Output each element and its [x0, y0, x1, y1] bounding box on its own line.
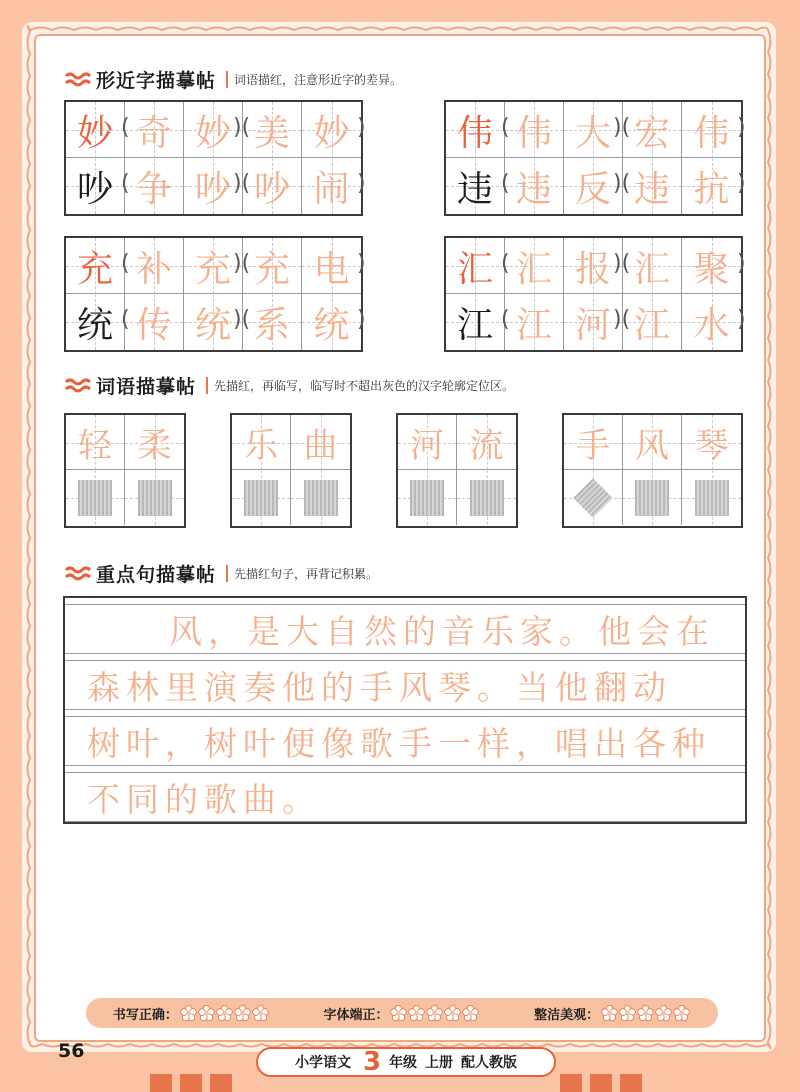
section2-note: 先描红，再临写，临写时不超出灰色的汉字轮廓定位区。 — [206, 377, 514, 394]
section3-title: 重点句描摹帖 — [96, 564, 217, 586]
word-char: 河 — [410, 426, 444, 466]
lead-char: 妙 — [76, 112, 113, 154]
word-char-cell[interactable] — [125, 415, 184, 470]
page-number: 56 — [58, 1040, 85, 1062]
decor-strip — [590, 1074, 612, 1092]
paren-mark: ( — [501, 115, 510, 140]
paren-mark: )( — [233, 307, 251, 332]
trace-char: 报 — [574, 248, 611, 290]
trace-char-cell[interactable] — [243, 102, 302, 158]
trace-char: 奇 — [135, 112, 172, 154]
lead-char: 汇 — [456, 248, 493, 290]
trace-char-cell[interactable] — [682, 158, 741, 214]
rating-label: 书写正确： — [112, 1007, 178, 1023]
section2-title: 词语描摹帖 — [96, 376, 197, 398]
word-char-cell[interactable] — [232, 415, 291, 470]
wave-icon — [64, 376, 92, 396]
trace-char: 系 — [253, 304, 290, 346]
flower-icon[interactable] — [198, 1005, 215, 1022]
trace-char: 水 — [693, 304, 730, 346]
trace-char: 伟 — [693, 112, 730, 154]
paren-mark: ) — [737, 251, 746, 276]
trace-char: 补 — [135, 248, 172, 290]
trace-char: 违 — [515, 168, 552, 210]
lead-char-cell — [66, 294, 125, 350]
rating-flowers — [601, 1005, 691, 1022]
word-tracing-grid — [396, 413, 518, 528]
practice-cell[interactable] — [125, 470, 184, 525]
trace-char: 伟 — [515, 112, 552, 154]
trace-char: 吵 — [194, 168, 231, 210]
practice-row — [232, 470, 350, 525]
flower-icon[interactable] — [444, 1005, 461, 1022]
outline-guide — [78, 480, 112, 516]
char-row — [66, 294, 361, 350]
trace-char: 汇 — [515, 248, 552, 290]
flower-icon[interactable] — [462, 1005, 479, 1022]
paren-mark: )( — [613, 115, 631, 140]
flower-icon[interactable] — [637, 1005, 654, 1022]
outline-guide — [695, 480, 729, 516]
trace-char: 宏 — [633, 112, 670, 154]
practice-cell[interactable] — [623, 470, 682, 525]
decor-strip — [210, 1074, 232, 1092]
trace-char: 妙 — [194, 112, 231, 154]
section2-header — [64, 372, 514, 399]
lead-char-cell — [66, 158, 125, 214]
trace-char-cell[interactable] — [302, 238, 361, 294]
grade-word: 年级 — [389, 1055, 418, 1071]
char-row — [446, 238, 741, 294]
char-row — [66, 102, 361, 158]
rating-label: 整洁美观： — [534, 1007, 600, 1023]
flower-icon[interactable] — [180, 1005, 197, 1022]
section3-header — [64, 560, 378, 587]
trace-char-cell[interactable] — [243, 294, 302, 350]
lead-char-cell — [446, 102, 505, 158]
outline-guide — [244, 480, 278, 516]
practice-cell[interactable] — [398, 470, 457, 525]
word-char: 手 — [576, 426, 610, 466]
flower-icon[interactable] — [216, 1005, 233, 1022]
paren-mark: ) — [737, 171, 746, 196]
trace-char-cell[interactable] — [623, 158, 682, 214]
outline-guide — [573, 478, 613, 518]
word-char: 乐 — [244, 426, 278, 466]
word-char-cell[interactable] — [66, 415, 125, 470]
trace-char-cell[interactable] — [243, 158, 302, 214]
term-label: 上册 — [425, 1055, 454, 1071]
word-char-cell[interactable] — [457, 415, 516, 470]
trace-char: 违 — [633, 168, 670, 210]
word-tracing-grid — [64, 413, 186, 528]
word-char: 琴 — [694, 426, 729, 466]
grade-number: 3 — [362, 1047, 382, 1077]
wave-icon — [64, 70, 92, 90]
trace-char: 争 — [135, 168, 172, 210]
trace-char: 充 — [253, 248, 290, 290]
paren-mark: ( — [501, 307, 510, 332]
rating-item — [113, 1004, 270, 1023]
outline-guide — [304, 480, 338, 516]
paren-mark: ) — [737, 115, 746, 140]
word-char-cell[interactable] — [564, 415, 623, 470]
paren-mark: )( — [233, 251, 251, 276]
practice-cell[interactable] — [457, 470, 516, 525]
lead-char-cell — [446, 158, 505, 214]
decor-strip — [180, 1074, 202, 1092]
paren-mark: ( — [501, 251, 510, 276]
trace-char-cell[interactable] — [125, 158, 184, 214]
lead-char-cell — [66, 102, 125, 158]
trace-row — [66, 415, 184, 470]
word-char: 风 — [635, 426, 669, 466]
trace-char: 江 — [515, 304, 552, 346]
similar-char-box — [64, 100, 366, 216]
sentence-line: 不同的歌曲。 — [65, 772, 745, 822]
decor-strip — [560, 1074, 582, 1092]
outline-guide — [138, 480, 172, 516]
trace-char: 抗 — [693, 168, 730, 210]
practice-cell[interactable] — [66, 470, 125, 525]
word-tracing-grid — [562, 413, 743, 528]
practice-cell[interactable] — [682, 470, 741, 525]
section1-note: 词语描红，注意形近字的差异。 — [226, 71, 402, 88]
edition-label: 配人教版 — [461, 1055, 518, 1071]
rating-bar — [86, 998, 718, 1028]
word-char: 流 — [469, 426, 504, 466]
flower-icon[interactable] — [601, 1005, 618, 1022]
trace-char-cell[interactable] — [682, 102, 741, 158]
trace-char-cell[interactable] — [505, 238, 564, 294]
paren-mark: ) — [357, 115, 366, 140]
paren-mark: )( — [613, 251, 631, 276]
trace-row — [232, 415, 350, 470]
rating-label: 字体端正： — [323, 1007, 389, 1023]
char-row — [446, 102, 741, 158]
flower-icon[interactable] — [673, 1005, 690, 1022]
paren-mark: ) — [357, 251, 366, 276]
rating-flowers — [390, 1005, 480, 1022]
word-tracing-grid — [230, 413, 352, 528]
paren-mark: ) — [357, 171, 366, 196]
trace-char: 汇 — [633, 248, 670, 290]
practice-cell[interactable] — [291, 470, 350, 525]
outline-guide — [470, 480, 504, 516]
trace-char: 河 — [574, 304, 611, 346]
wave-icon — [64, 564, 92, 584]
flower-icon[interactable] — [619, 1005, 636, 1022]
trace-char: 电 — [313, 248, 350, 290]
trace-char: 美 — [253, 112, 290, 154]
trace-char: 吵 — [253, 168, 290, 210]
word-char: 轻 — [78, 426, 112, 466]
flower-icon[interactable] — [252, 1005, 269, 1022]
char-row — [446, 294, 741, 350]
trace-char-cell[interactable] — [505, 294, 564, 350]
practice-row — [398, 470, 516, 525]
trace-char: 妙 — [313, 112, 350, 154]
section1-title: 形近字描摹帖 — [96, 70, 217, 92]
char-row — [66, 158, 361, 214]
word-char-cell[interactable] — [291, 415, 350, 470]
outline-guide — [635, 480, 669, 516]
paren-mark: ( — [121, 307, 130, 332]
trace-char: 大 — [574, 112, 611, 154]
trace-char-cell[interactable] — [125, 102, 184, 158]
lead-char: 充 — [76, 248, 113, 290]
sentence-line: 树叶，树叶便像歌手一样，唱出各种 — [65, 716, 745, 766]
similar-char-box — [64, 236, 366, 352]
lead-char: 统 — [76, 304, 113, 346]
sentence-tracing-box — [63, 596, 747, 824]
lead-char-cell — [66, 238, 125, 294]
trace-char-cell[interactable] — [623, 102, 682, 158]
trace-char-cell[interactable] — [505, 158, 564, 214]
word-char-cell[interactable] — [682, 415, 741, 470]
lead-char-cell — [446, 238, 505, 294]
paren-mark: ) — [357, 307, 366, 332]
flower-icon[interactable] — [390, 1005, 407, 1022]
lead-char: 江 — [456, 304, 493, 346]
rating-item — [534, 1004, 691, 1023]
similar-char-box — [444, 100, 746, 216]
trace-char-cell[interactable] — [505, 102, 564, 158]
rating-item — [323, 1004, 480, 1023]
subject-label: 小学语文 — [294, 1055, 351, 1071]
flower-icon[interactable] — [426, 1005, 443, 1022]
trace-char-cell[interactable] — [125, 294, 184, 350]
trace-char: 闹 — [313, 168, 350, 210]
practice-cell[interactable] — [232, 470, 291, 525]
lead-char: 吵 — [76, 168, 113, 210]
decor-strip — [150, 1074, 172, 1092]
paren-mark: ( — [501, 171, 510, 196]
practice-cell[interactable] — [564, 470, 623, 525]
word-char-cell[interactable] — [398, 415, 457, 470]
book-info-pill — [256, 1047, 556, 1077]
paren-mark: ) — [737, 307, 746, 332]
paren-mark: )( — [613, 171, 631, 196]
outline-guide — [410, 480, 444, 516]
lead-char: 违 — [456, 168, 493, 210]
trace-char-cell[interactable] — [302, 102, 361, 158]
practice-row — [564, 470, 741, 525]
practice-row — [66, 470, 184, 525]
trace-char: 充 — [194, 248, 231, 290]
trace-char-cell[interactable] — [302, 158, 361, 214]
section3-note: 先描红句子，再背记积累。 — [226, 565, 378, 582]
paren-mark: )( — [233, 115, 251, 140]
word-char: 柔 — [137, 426, 172, 466]
trace-char: 统 — [194, 304, 231, 346]
char-row — [66, 238, 361, 294]
paren-mark: )( — [613, 307, 631, 332]
flower-icon[interactable] — [408, 1005, 425, 1022]
trace-char: 反 — [574, 168, 611, 210]
rating-flowers — [180, 1005, 270, 1022]
trace-char: 江 — [633, 304, 670, 346]
lead-char: 伟 — [456, 112, 493, 154]
word-char: 曲 — [303, 426, 338, 466]
trace-char-cell[interactable] — [125, 238, 184, 294]
trace-char-cell[interactable] — [623, 294, 682, 350]
trace-char-cell[interactable] — [682, 294, 741, 350]
trace-char-cell[interactable] — [302, 294, 361, 350]
trace-char-cell[interactable] — [623, 238, 682, 294]
decor-strip — [620, 1074, 642, 1092]
trace-char-cell[interactable] — [243, 238, 302, 294]
lead-char-cell — [446, 294, 505, 350]
flower-icon[interactable] — [234, 1005, 251, 1022]
trace-char-cell[interactable] — [682, 238, 741, 294]
paren-mark: ( — [121, 171, 130, 196]
sentence-line: 森林里演奏他的手风琴。当他翻动 — [65, 660, 745, 710]
trace-char: 聚 — [693, 248, 730, 290]
paren-mark: ( — [121, 115, 130, 140]
char-row — [446, 158, 741, 214]
paren-mark: )( — [233, 171, 251, 196]
trace-row — [398, 415, 516, 470]
word-char-cell[interactable] — [623, 415, 682, 470]
trace-row — [564, 415, 741, 470]
sentence-line: 风，是大自然的音乐家。他会在 — [65, 604, 745, 654]
paren-mark: ( — [121, 251, 130, 276]
trace-char: 统 — [313, 304, 350, 346]
similar-char-box — [444, 236, 746, 352]
trace-char: 传 — [135, 304, 172, 346]
section1-header — [64, 66, 402, 93]
flower-icon[interactable] — [655, 1005, 672, 1022]
